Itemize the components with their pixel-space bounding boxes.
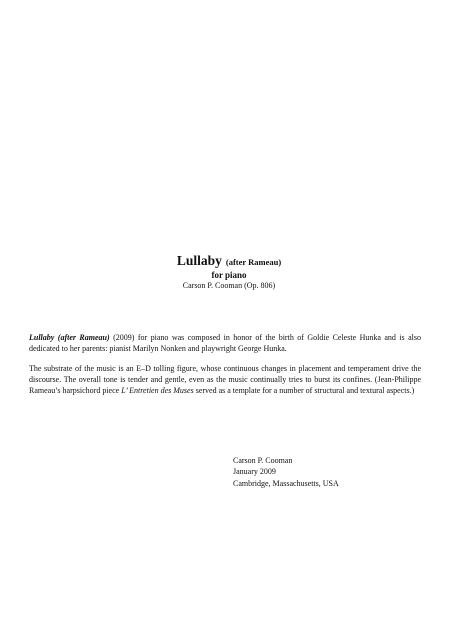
- program-notes: [29, 332, 421, 404]
- signature-name: Carson P. Cooman: [233, 456, 293, 465]
- composer-byline: Carson P. Cooman (Op. 806): [182, 280, 276, 290]
- notes-work-title: Lullaby (after Rameau): [29, 333, 110, 342]
- instrumentation: for piano: [211, 270, 247, 281]
- notes-paragraph-1-text: (2009) for piano was composed in honor of the birth of Goldie Celeste Hunka and is also dedicated to her parents: pianist Marilyn Nonken and playwright George Hunka.: [29, 333, 421, 354]
- signature-place: Cambridge, Massachusetts, USA: [233, 478, 339, 488]
- notes-paragraph-1: [29, 332, 421, 355]
- notes-paragraph-2-text-after: served as a template for a number of structural and textural aspects.): [193, 386, 415, 396]
- notes-paragraph-2-text-before: The substrate of the music is an E–D tolling figure, whose continuous changes in placement and temperament drive the discourse. The overall tone is tender and gentle, even as the music continually tries to burst its confines. (Jean-Philippe Rameau’s harpsichord piece: [29, 363, 421, 396]
- work-title: Lullaby: [176, 253, 222, 268]
- notes-piece-title: L’ Entretien des Muses: [121, 386, 194, 396]
- title-line: [177, 252, 281, 270]
- title-block: [0, 252, 450, 290]
- notes-paragraph-2: [29, 363, 421, 397]
- signature-block: [233, 455, 339, 489]
- work-title-parenthetical: (after Rameau): [225, 257, 282, 267]
- signature-date: January 2009: [233, 467, 276, 477]
